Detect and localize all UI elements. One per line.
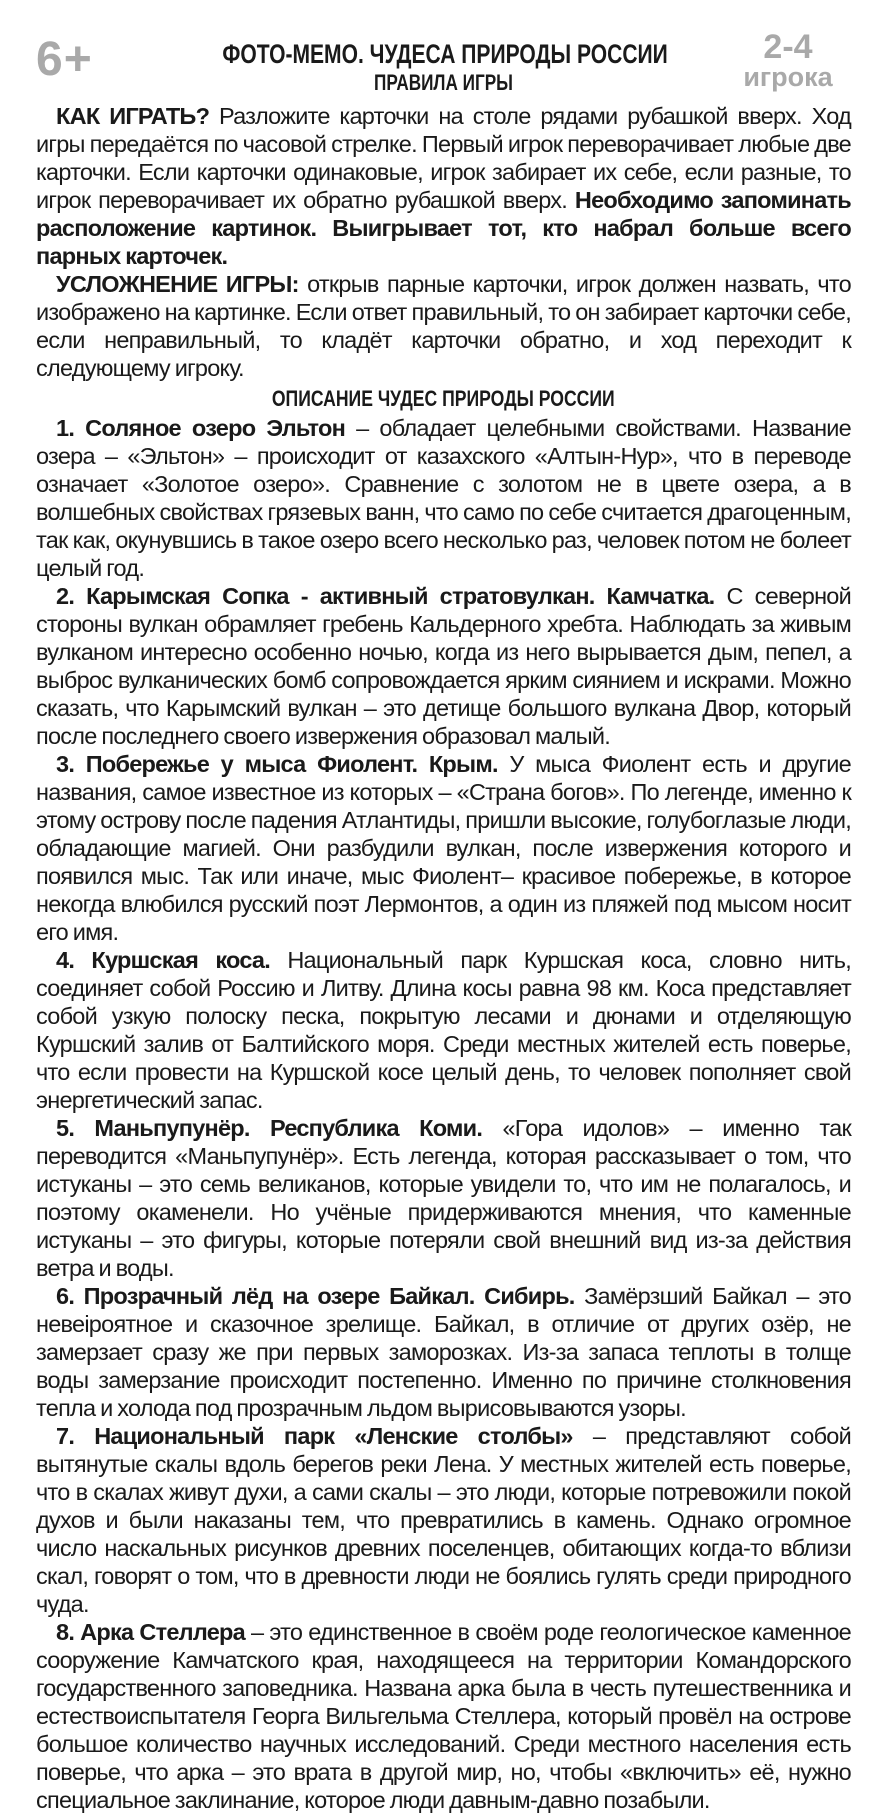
wonder-description: – представляют собой вытянутые скалы вдоль берегов реки Лена. У местных жителей есть поверье, что в скалах живут духи, а сами скалы – это люди, которые потревожили покой духов и были наказаны тем, что превратились в камень. Однако огромное число наскальных рисунков древних поселенцев, обитающих когда-то вблизи скал, говорят о том, что в древности люди не боялись гулять среди природного чуда.: [36, 1423, 851, 1617]
wonder-title: 3. Побережье у мыса Фиолент. Крым.: [56, 751, 498, 777]
rules-content: [36, 102, 851, 1814]
players-count: 2-4: [763, 28, 813, 66]
wonder-item: [36, 582, 851, 750]
wonder-item: [36, 750, 851, 946]
wonder-description: Замёрзший Байкал – это невеiроятное и сказочное зрелище. Байкал, в отличие от других озёр, не замерзает сразу же при первых заморозках. Из-за запаса теплоты в толще воды замерзание происходит постепенно. Именно по причине столкновения тепла и холода под прозрачным льдом вырисовываются узоры.: [36, 1283, 851, 1421]
wonder-description: Национальный парк Куршская коса, словно нить, соединяет собой Россию и Литву. Длина косы равна 98 км. Коса представляет собой узкую полоску песка, покрытую лесами и дюнами и отделяющую Куршский залив от Балтийского моря. Среди местных жителей есть поверье, что если провести на Куршской косе целый день, то человек пополняет свой энергетический запас.: [36, 947, 851, 1113]
section-heading: [36, 384, 851, 414]
wonder-title: 6. Прозрачный лёд на озере Байкал. Сибирь.: [56, 1283, 575, 1309]
wonder-title: 5. Маньпупунёр. Республика Коми.: [56, 1115, 483, 1141]
wonder-title: 7. Национальный парк «Ленские столбы»: [56, 1423, 573, 1449]
wonder-item: [36, 1114, 851, 1282]
wonder-description: «Гора идолов» – именно так переводится «Маньпупунёр». Есть легенда, которая рассказывает о том, что истуканы – это семь великанов, которые увидели то, что им не полагалось, и поэтому окаменели. Но учёные придерживаются мнения, что каменные истуканы – это фигуры, которые потеряли свой внешний вид из-за действия ветра и воды.: [36, 1115, 851, 1281]
wonder-description: С северной стороны вулкан обрамляет гребень Кальдерного хребта. Наблюдать за живым вулканом интересно особенно ночью, когда из него вырывается дым, пепел, а выброс вулканических бомб сопровождается ярким сиянием и искрами. Можно сказать, что Карымский вулкан – это детище большого вулкана Двор, который после последнего своего извержения образовал малый.: [36, 583, 851, 749]
rules-advanced: [36, 270, 851, 382]
rules-emphasis: Необходимо запоминать расположение картинок. Выигрывает тот, кто набрал больше всего парных карточек.: [36, 187, 851, 269]
wonder-title: 2. Карымская Сопка - активный стратовулкан. Камчатка.: [56, 583, 715, 609]
sheet-subtitle: ПРАВИЛА ИГРЫ: [374, 70, 513, 95]
rules-text: Разложите карточки на столе рядами рубашкой вверх. Ход игры передаётся по часовой стрелке. Первый игрок переворачивает любые две карточки. Если карточки одинаковые, игрок забирает их себе, если разные, то игрок переворачивает их обратно рубашкой вверх.: [36, 103, 851, 213]
players-badge: [733, 30, 843, 91]
wonder-item: [36, 1422, 851, 1618]
wonder-description: – обладает целебными свойствами. Название озера – «Эльтон» – происходит от казахского «Алтын-Нур», что в переводе означает «Золотое озеро». Сравнение с золотом не в цвете озера, а в волшебных свойствах грязевых ванн, что само по себе считается драгоценным, так как, окунувшись в такое озеро всего несколько раз, человек потом не болеет целый год.: [36, 415, 851, 581]
rules-text: открыв парные карточки, игрок должен назвать, что изображено на картинке. Если ответ правильный, то он забирает карточки себе, если неправильный, то кладёт карточки обратно, и ход переходит к следующему игроку.: [36, 271, 851, 381]
wonder-item: [36, 414, 851, 582]
age-rating-badge: 6+: [36, 33, 93, 86]
players-label: игрока: [743, 62, 833, 92]
rules-lead: КАК ИГРАТЬ?: [56, 103, 210, 129]
wonder-title: 8. Арка Стеллера: [56, 1619, 245, 1645]
wonder-description: У мыса Фиолент есть и другие названия, самое известное из которых – «Страна богов». По легенде, именно к этому острову после падения Атлантиды, пришли высокие, голубоглазые люди, обладающие магией. Они разбудили вулкан, после извержения которого и появился мыс. Так или иначе, мыс Фиолент– красивое побережье, в которое некогда влюбился русский поэт Лермонтов, а один из пляжей под мысом носит его имя.: [36, 751, 852, 945]
wonder-item: [36, 1618, 851, 1814]
wonder-title: 1. Соляное озеро Эльтон: [56, 415, 346, 441]
rules-lead: УСЛОЖНЕНИЕ ИГРЫ:: [56, 271, 299, 297]
rules-how-to-play: [36, 102, 851, 270]
wonder-description: – это единственное в своём роде геологическое каменное сооружение Камчатского края, находящееся на территории Командорского государственного заповедника. Названа арка была в честь путешественника и естествоиспытателя Георга Вильгельма Стеллера, который провёл на острове большое количество научных исследований. Среди местного населения есть поверье, что арка – это врата в другой мир, но, чтобы «включить» её, нужно специальное заклинание, которое люди давным-давно позабыли.: [36, 1619, 851, 1813]
wonder-title: 4. Куршская коса.: [56, 947, 271, 973]
wonder-item: [36, 946, 851, 1114]
sheet-title: ФОТО-МЕМО. ЧУДЕСА ПРИРОДЫ РОССИИ: [222, 39, 668, 69]
section-heading-text: ОПИСАНИЕ ЧУДЕС ПРИРОДЫ РОССИИ: [272, 386, 615, 411]
wonder-item: [36, 1282, 851, 1422]
sheet-header: [160, 38, 727, 96]
